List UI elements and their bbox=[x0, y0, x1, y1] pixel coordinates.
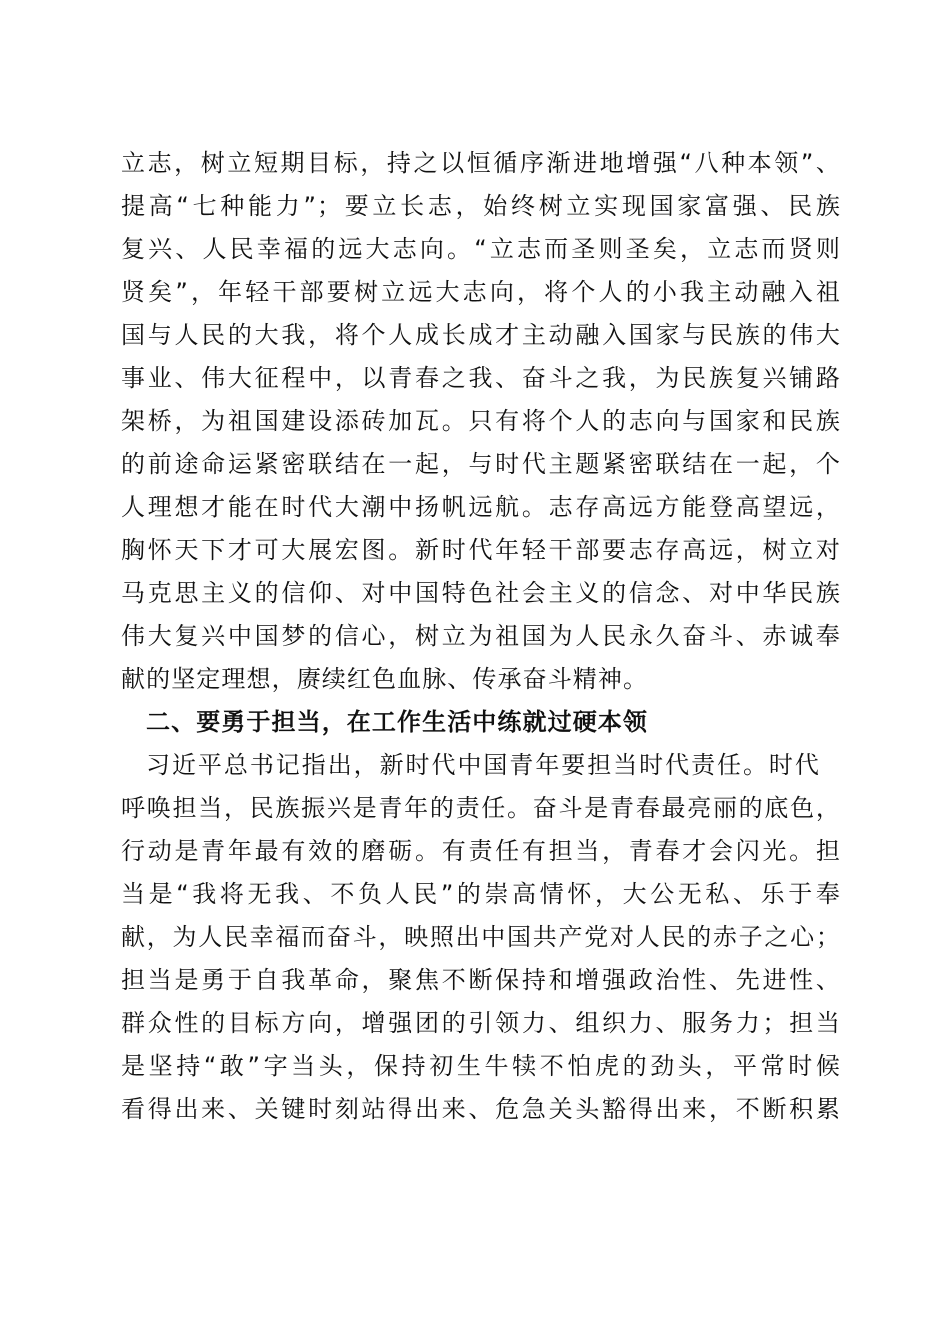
paragraph-line: 国与人民的大我，将个人成长成才主动融入国家与民族的伟大 bbox=[121, 321, 841, 349]
paragraph-line: 人理想才能在时代大潮中扬帆远航。志存高远方能登高望远， bbox=[121, 493, 841, 521]
paragraph-line: 是坚持“敢”字当头，保持初生牛犊不怕虎的劲头，平常时候 bbox=[121, 1052, 841, 1080]
paragraph-line: 当是“我将无我、不负人民”的崇高情怀，大公无私、乐于奉 bbox=[121, 880, 841, 908]
paragraph-line: 提高“七种能力”；要立长志，始终树立实现国家富强、民族 bbox=[121, 192, 841, 220]
paragraph-line: 担当是勇于自我革命，聚焦不断保持和增强政治性、先进性、 bbox=[121, 966, 841, 994]
paragraph-line: 看得出来、关键时刻站得出来、危急关头豁得出来，不断积累 bbox=[121, 1095, 841, 1123]
paragraph-line: 呼唤担当，民族振兴是青年的责任。奋斗是青春最亮丽的底色， bbox=[121, 794, 841, 822]
paragraph-line: 架桥，为祖国建设添砖加瓦。只有将个人的志向与国家和民族 bbox=[121, 407, 841, 435]
paragraph-line: 的前途命运紧密联结在一起，与时代主题紧密联结在一起，个 bbox=[121, 450, 841, 478]
section-heading: 二、要勇于担当，在工作生活中练就过硬本领 bbox=[146, 708, 648, 736]
paragraph-line: 复兴、人民幸福的远大志向。“立志而圣则圣矣，立志而贤则 bbox=[121, 235, 841, 263]
paragraph-line: 行动是青年最有效的磨砺。有责任有担当，青春才会闪光。担 bbox=[121, 837, 841, 865]
paragraph-line: 习近平总书记指出，新时代中国青年要担当时代责任。时代 bbox=[146, 751, 820, 779]
paragraph-line: 伟大复兴中国梦的信心，树立为祖国为人民永久奋斗、赤诚奉 bbox=[121, 622, 841, 650]
paragraph-line: 马克思主义的信仰、对中国特色社会主义的信念、对中华民族 bbox=[121, 579, 841, 607]
paragraph-line: 贤矣”，年轻干部要树立远大志向，将个人的小我主动融入祖 bbox=[121, 278, 841, 306]
paragraph-line: 献的坚定理想，赓续红色血脉、传承奋斗精神。 bbox=[121, 665, 649, 693]
paragraph-line: 事业、伟大征程中，以青春之我、奋斗之我，为民族复兴铺路 bbox=[121, 364, 841, 392]
paragraph-line: 献，为人民幸福而奋斗，映照出中国共产党对人民的赤子之心； bbox=[121, 923, 841, 951]
paragraph-line: 群众性的目标方向，增强团的引领力、组织力、服务力；担当 bbox=[121, 1009, 841, 1037]
paragraph-line: 立志，树立短期目标，持之以恒循序渐进地增强“八种本领”、 bbox=[121, 149, 841, 177]
paragraph-line: 胸怀天下才可大展宏图。新时代年轻干部要志存高远，树立对 bbox=[121, 536, 841, 564]
